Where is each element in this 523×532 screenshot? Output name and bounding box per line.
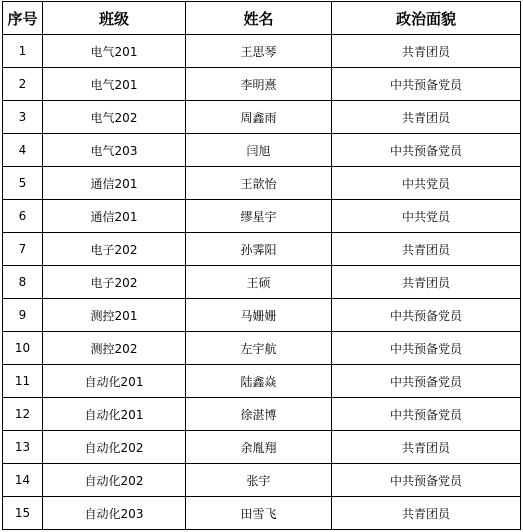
table-row <box>3 266 521 299</box>
header-row <box>3 2 521 35</box>
cell-political-status: 共青团员 <box>332 431 521 464</box>
cell-class: 电气201 <box>43 35 186 68</box>
table-row <box>3 398 521 431</box>
cell-no: 8 <box>3 266 43 299</box>
cell-political-status: 共青团员 <box>332 233 521 266</box>
header-name: 姓名 <box>186 2 332 35</box>
cell-class: 自动化202 <box>43 431 186 464</box>
cell-name: 左宇航 <box>186 332 332 365</box>
cell-class: 电气203 <box>43 134 186 167</box>
cell-no: 7 <box>3 233 43 266</box>
cell-name: 张宇 <box>186 464 332 497</box>
cell-class: 电气201 <box>43 68 186 101</box>
cell-political-status: 中共预备党员 <box>332 332 521 365</box>
cell-class: 自动化201 <box>43 398 186 431</box>
cell-class: 测控201 <box>43 299 186 332</box>
header-no: 序号 <box>3 2 43 35</box>
cell-political-status: 中共预备党员 <box>332 68 521 101</box>
table-row <box>3 101 521 134</box>
cell-political-status: 共青团员 <box>332 497 521 530</box>
table-row <box>3 68 521 101</box>
cell-political-status: 中共预备党员 <box>332 299 521 332</box>
cell-political-status: 中共预备党员 <box>332 134 521 167</box>
header-class: 班级 <box>43 2 186 35</box>
table-row <box>3 497 521 530</box>
cell-name: 马姗姗 <box>186 299 332 332</box>
cell-class: 通信201 <box>43 200 186 233</box>
cell-political-status: 中共预备党员 <box>332 398 521 431</box>
cell-no: 1 <box>3 35 43 68</box>
cell-name: 余胤翔 <box>186 431 332 464</box>
table-row <box>3 464 521 497</box>
table-row <box>3 365 521 398</box>
cell-class: 自动化202 <box>43 464 186 497</box>
cell-no: 2 <box>3 68 43 101</box>
cell-no: 9 <box>3 299 43 332</box>
header-political-status: 政治面貌 <box>332 2 521 35</box>
cell-no: 5 <box>3 167 43 200</box>
cell-class: 电子202 <box>43 233 186 266</box>
cell-political-status: 中共预备党员 <box>332 365 521 398</box>
cell-name: 孙霁阳 <box>186 233 332 266</box>
cell-political-status: 共青团员 <box>332 35 521 68</box>
cell-class: 电子202 <box>43 266 186 299</box>
table-body <box>3 35 521 530</box>
table-row <box>3 167 521 200</box>
cell-name: 徐湛博 <box>186 398 332 431</box>
cell-name: 田雪飞 <box>186 497 332 530</box>
cell-class: 电气202 <box>43 101 186 134</box>
table-row <box>3 431 521 464</box>
table-row <box>3 134 521 167</box>
cell-name: 王歆怡 <box>186 167 332 200</box>
cell-political-status: 中共党员 <box>332 167 521 200</box>
cell-class: 自动化201 <box>43 365 186 398</box>
cell-political-status: 共青团员 <box>332 101 521 134</box>
cell-name: 周鑫雨 <box>186 101 332 134</box>
cell-name: 李明熹 <box>186 68 332 101</box>
cell-name: 王硕 <box>186 266 332 299</box>
table-row <box>3 332 521 365</box>
cell-political-status: 共青团员 <box>332 266 521 299</box>
table-row <box>3 200 521 233</box>
cell-no: 3 <box>3 101 43 134</box>
cell-class: 自动化203 <box>43 497 186 530</box>
cell-no: 13 <box>3 431 43 464</box>
cell-political-status: 中共预备党员 <box>332 464 521 497</box>
cell-name: 陆鑫焱 <box>186 365 332 398</box>
cell-no: 10 <box>3 332 43 365</box>
cell-class: 测控202 <box>43 332 186 365</box>
cell-no: 12 <box>3 398 43 431</box>
cell-name: 缪星宇 <box>186 200 332 233</box>
cell-political-status: 中共党员 <box>332 200 521 233</box>
table-row <box>3 233 521 266</box>
table-row <box>3 35 521 68</box>
cell-no: 11 <box>3 365 43 398</box>
cell-no: 6 <box>3 200 43 233</box>
cell-no: 4 <box>3 134 43 167</box>
cell-name: 王思琴 <box>186 35 332 68</box>
table-row <box>3 299 521 332</box>
student-roster-table <box>2 1 521 530</box>
cell-no: 15 <box>3 497 43 530</box>
cell-name: 闫旭 <box>186 134 332 167</box>
cell-no: 14 <box>3 464 43 497</box>
cell-class: 通信201 <box>43 167 186 200</box>
